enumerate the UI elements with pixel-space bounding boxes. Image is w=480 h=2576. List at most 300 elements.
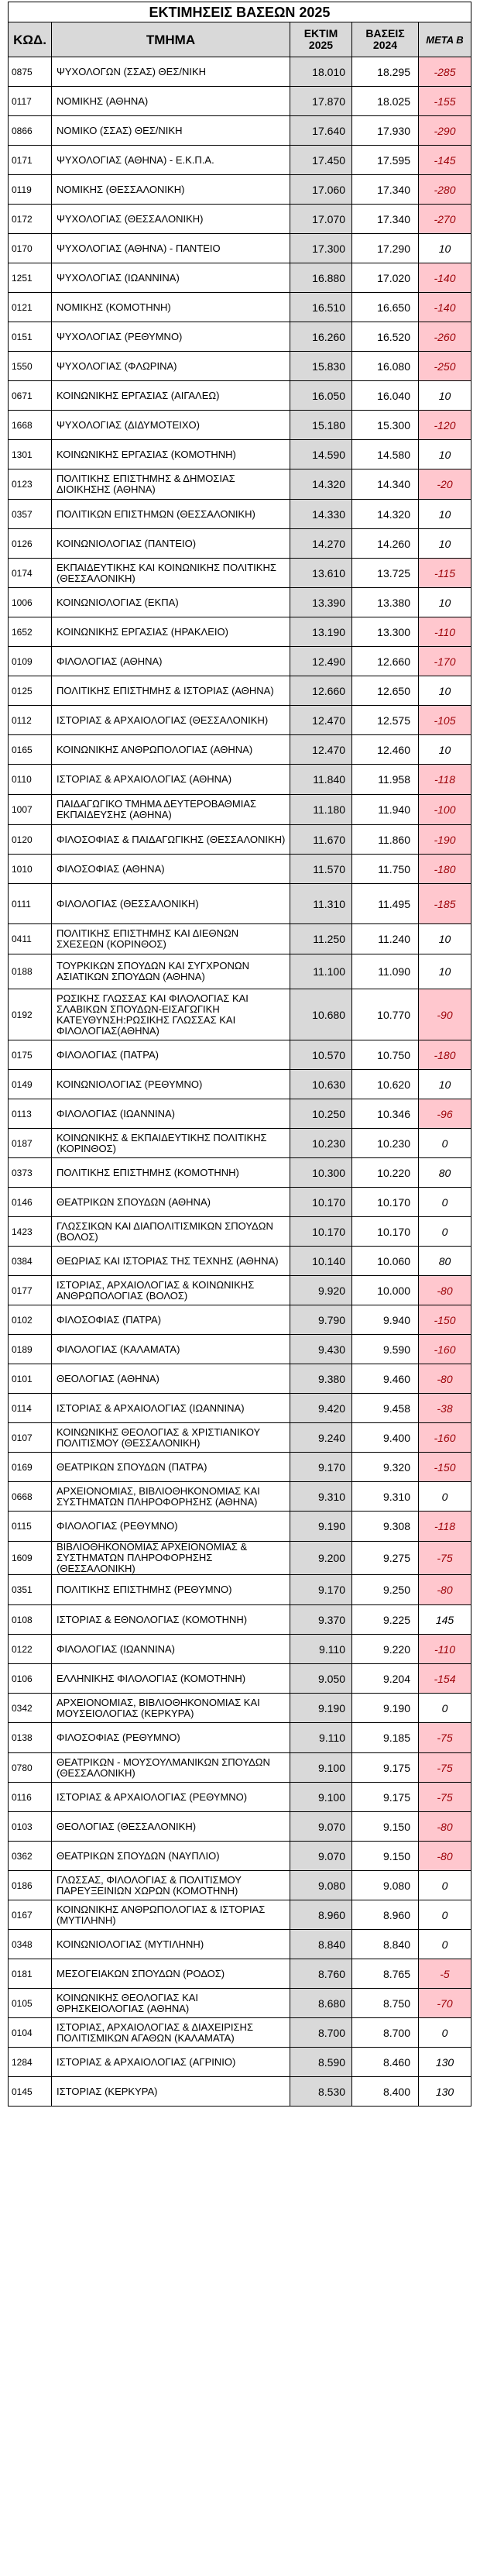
base-2024: 12.660 (352, 647, 419, 676)
table-row (9, 1542, 471, 1575)
base-change: -70 (419, 1989, 471, 2018)
department-name: ΙΣΤΟΡΙΑΣ & ΑΡΧΑΙΟΛΟΓΙΑΣ (ΡΕΘΥΜΝΟ) (52, 1783, 290, 1812)
table-row (9, 825, 471, 855)
estimate-2025: 11.840 (290, 765, 352, 795)
department-name: ΦΙΛΟΛΟΓΙΑΣ (ΠΑΤΡΑ) (52, 1040, 290, 1070)
base-2024: 11.958 (352, 765, 419, 795)
estimate-2025: 11.180 (290, 795, 352, 825)
estimate-2025: 9.430 (290, 1335, 352, 1364)
department-code: 0111 (9, 884, 52, 924)
department-code: 0181 (9, 1959, 52, 1989)
base-change: 130 (419, 2048, 471, 2077)
base-2024: 13.725 (352, 559, 419, 588)
table-row (9, 1930, 471, 1959)
estimate-2025: 10.570 (290, 1040, 352, 1070)
table-row (9, 1900, 471, 1930)
department-code: 0110 (9, 765, 52, 795)
base-2024: 10.230 (352, 1129, 419, 1158)
department-name: ΚΟΙΝΩΝΙΚΗΣ ΑΝΘΡΩΠΟΛΟΓΙΑΣ (ΑΘΗΝΑ) (52, 735, 290, 765)
estimate-2025: 13.390 (290, 588, 352, 617)
table-row (9, 1575, 471, 1605)
base-2024: 11.940 (352, 795, 419, 825)
department-name: ΡΩΣΙΚΗΣ ΓΛΩΣΣΑΣ ΚΑΙ ΦΙΛΟΛΟΓΙΑΣ ΚΑΙ ΣΛΑΒΙΚΩΝ ΣΠΟΥΔΩΝ-ΕΙΣΑΓΩΓΙΚΗ ΚΑΤΕΥΘΥΝΣΗ:ΡΩΣΙΚΗΣ ΓΛΩΣΣΑΣ ΚΑΙ ΦΙΛΟΛΟΓΙΑΣ(ΑΘΗΝΑ) (52, 989, 290, 1040)
base-change: -75 (419, 1723, 471, 1753)
base-2024: 16.040 (352, 381, 419, 411)
header-row (9, 22, 471, 57)
table-row (9, 2048, 471, 2077)
base-2024: 17.290 (352, 234, 419, 263)
base-2024: 9.458 (352, 1394, 419, 1423)
department-code: 0780 (9, 1753, 52, 1783)
base-change: 10 (419, 735, 471, 765)
estimate-2025: 10.250 (290, 1099, 352, 1129)
table-row (9, 855, 471, 884)
base-2024: 9.275 (352, 1542, 419, 1575)
base-change: -150 (419, 1453, 471, 1482)
table-row (9, 1959, 471, 1989)
department-code: 0119 (9, 175, 52, 205)
department-code: 0177 (9, 1276, 52, 1305)
department-code: 0108 (9, 1605, 52, 1635)
base-2024: 11.240 (352, 924, 419, 954)
department-name: ΑΡΧΕΙΟΝΟΜΙΑΣ, ΒΙΒΛΙΟΘΗΚΟΝΟΜΙΑΣ ΚΑΙ ΣΥΣΤΗΜΑΤΩΝ ΠΛΗΡΟΦΟΡΗΣΗΣ (ΑΘΗΝΑ) (52, 1482, 290, 1512)
department-name: ΦΙΛΟΣΟΦΙΑΣ (ΠΑΤΡΑ) (52, 1305, 290, 1335)
table-row (9, 1723, 471, 1753)
department-code: 0671 (9, 381, 52, 411)
estimate-2025: 13.610 (290, 559, 352, 588)
base-change: -38 (419, 1394, 471, 1423)
estimate-2025: 10.630 (290, 1070, 352, 1099)
table-row (9, 1482, 471, 1512)
estimate-2025: 8.760 (290, 1959, 352, 1989)
base-2024: 8.700 (352, 2018, 419, 2048)
base-change: -260 (419, 322, 471, 352)
estimate-2025: 8.530 (290, 2077, 352, 2107)
table-row (9, 1276, 471, 1305)
department-code: 0362 (9, 1842, 52, 1871)
table-row (9, 1664, 471, 1694)
department-code: 1550 (9, 352, 52, 381)
base-2024: 9.400 (352, 1423, 419, 1453)
base-change: -5 (419, 1959, 471, 1989)
estimate-2025: 10.170 (290, 1188, 352, 1217)
estimate-2025: 10.170 (290, 1217, 352, 1247)
department-name: ΘΕΑΤΡΙΚΩΝ - ΜΟΥΣΟΥΛΜΑΝΙΚΩΝ ΣΠΟΥΔΩΝ (ΘΕΣΣΑΛΟΝΙΚΗ) (52, 1753, 290, 1783)
base-2024: 8.750 (352, 1989, 419, 2018)
department-name: ΨΥΧΟΛΟΓΙΑΣ (ΑΘΗΝΑ) - Ε.Κ.Π.Α. (52, 146, 290, 175)
base-change: 10 (419, 500, 471, 529)
table-row (9, 263, 471, 293)
base-change: 10 (419, 234, 471, 263)
base-change: -80 (419, 1842, 471, 1871)
table-row (9, 87, 471, 116)
estimate-2025: 17.640 (290, 116, 352, 146)
base-change: -145 (419, 146, 471, 175)
estimate-2025: 16.260 (290, 322, 352, 352)
base-2024: 18.295 (352, 57, 419, 87)
estimate-2025: 17.870 (290, 87, 352, 116)
base-2024: 12.575 (352, 706, 419, 735)
department-name: ΚΟΙΝΩΝΙΟΛΟΓΙΑΣ (ΜΥΤΙΛΗΝΗ) (52, 1930, 290, 1959)
estimate-2025: 9.200 (290, 1542, 352, 1575)
base-change: -80 (419, 1364, 471, 1394)
base-2024: 9.204 (352, 1664, 419, 1694)
department-code: 1652 (9, 617, 52, 647)
estimate-2025: 11.100 (290, 954, 352, 989)
table-row (9, 1247, 471, 1276)
table-row (9, 1217, 471, 1247)
base-2024: 10.750 (352, 1040, 419, 1070)
base-2024: 9.150 (352, 1842, 419, 1871)
base-change: -75 (419, 1542, 471, 1575)
sheet-title: ΕΚΤΙΜΗΣΕΙΣ ΒΑΣΕΩΝ 2025 (9, 2, 471, 22)
table-row (9, 529, 471, 559)
department-code: 0105 (9, 1989, 52, 2018)
department-name: ΚΟΙΝΩΝΙΚΗΣ & ΕΚΠΑΙΔΕΥΤΙΚΗΣ ΠΟΛΙΤΙΚΗΣ (ΚΟΡΙΝΘΟΣ) (52, 1129, 290, 1158)
estimate-2025: 16.050 (290, 381, 352, 411)
department-code: 0151 (9, 322, 52, 352)
base-2024: 9.225 (352, 1605, 419, 1635)
base-change: -75 (419, 1783, 471, 1812)
base-2024: 16.520 (352, 322, 419, 352)
department-code: 0411 (9, 924, 52, 954)
department-code: 0171 (9, 146, 52, 175)
department-code: 0373 (9, 1158, 52, 1188)
estimate-2025: 9.240 (290, 1423, 352, 1453)
department-name: ΘΕΟΛΟΓΙΑΣ (ΘΕΣΣΑΛΟΝΙΚΗ) (52, 1812, 290, 1842)
estimate-2025: 8.960 (290, 1900, 352, 1930)
department-code: 0117 (9, 87, 52, 116)
estimate-2025: 9.050 (290, 1664, 352, 1694)
table-row (9, 205, 471, 234)
department-name: ΨΥΧΟΛΟΓΙΑΣ (ΑΘΗΝΑ) - ΠΑΝΤΕΙΟ (52, 234, 290, 263)
estimate-2025: 9.310 (290, 1482, 352, 1512)
table-row (9, 1394, 471, 1423)
base-2024: 9.308 (352, 1512, 419, 1542)
base-2024: 17.340 (352, 175, 419, 205)
estimate-2025: 9.190 (290, 1694, 352, 1723)
estimate-2025: 14.330 (290, 500, 352, 529)
base-change: 80 (419, 1158, 471, 1188)
department-name: ΝΟΜΙΚΗΣ (ΚΟΜΟΤΗΝΗ) (52, 293, 290, 322)
department-name: ΚΟΙΝΩΝΙΚΗΣ ΘΕΟΛΟΓΙΑΣ ΚΑΙ ΘΡΗΣΚΕΙΟΛΟΓΙΑΣ (ΑΘΗΝΑ) (52, 1989, 290, 2018)
base-change: -250 (419, 352, 471, 381)
base-change: 0 (419, 1871, 471, 1900)
table-row (9, 1129, 471, 1158)
table-row (9, 1871, 471, 1900)
table-row (9, 954, 471, 989)
department-name: ΑΡΧΕΙΟΝΟΜΙΑΣ, ΒΙΒΛΙΟΘΗΚΟΝΟΜΙΑΣ ΚΑΙ ΜΟΥΣΕΙΟΛΟΓΙΑΣ (ΚΕΡΚΥΡΑ) (52, 1694, 290, 1723)
department-code: 0186 (9, 1871, 52, 1900)
department-name: ΠΟΛΙΤΙΚΗΣ ΕΠΙΣΤΗΜΗΣ ΚΑΙ ΔΙΕΘΝΩΝ ΣΧΕΣΕΩΝ (ΚΟΡΙΝΘΟΣ) (52, 924, 290, 954)
base-2024: 11.860 (352, 825, 419, 855)
department-code: 0866 (9, 116, 52, 146)
base-2024: 11.495 (352, 884, 419, 924)
department-code: 0187 (9, 1129, 52, 1158)
base-2024: 17.930 (352, 116, 419, 146)
base-2024: 14.260 (352, 529, 419, 559)
table-row (9, 735, 471, 765)
department-code: 0109 (9, 647, 52, 676)
base-change: -190 (419, 825, 471, 855)
department-code: 1007 (9, 795, 52, 825)
table-row (9, 647, 471, 676)
estimate-2025: 8.840 (290, 1930, 352, 1959)
base-2024: 9.175 (352, 1783, 419, 1812)
department-name: ΓΛΩΣΣΙΚΩΝ ΚΑΙ ΔΙΑΠΟΛΙΤΙΣΜΙΚΩΝ ΣΠΟΥΔΩΝ (ΒΟΛΟΣ) (52, 1217, 290, 1247)
department-name: ΦΙΛΟΛΟΓΙΑΣ (ΘΕΣΣΑΛΟΝΙΚΗ) (52, 884, 290, 924)
estimate-2025: 14.320 (290, 469, 352, 500)
table-row (9, 1842, 471, 1871)
base-change: -100 (419, 795, 471, 825)
base-change: 10 (419, 954, 471, 989)
base-change: 0 (419, 1482, 471, 1512)
table-row (9, 1188, 471, 1217)
department-name: ΦΙΛΟΛΟΓΙΑΣ (ΙΩΑΝΝΙΝΑ) (52, 1099, 290, 1129)
estimate-2025: 9.420 (290, 1394, 352, 1423)
department-name: ΦΙΛΟΣΟΦΙΑΣ (ΑΘΗΝΑ) (52, 855, 290, 884)
department-code: 0357 (9, 500, 52, 529)
base-change: -270 (419, 205, 471, 234)
department-code: 0103 (9, 1812, 52, 1842)
department-name: ΠΟΛΙΤΙΚΗΣ ΕΠΙΣΤΗΜΗΣ & ΔΗΜΟΣΙΑΣ ΔΙΟΙΚΗΣΗΣ (ΑΘΗΝΑ) (52, 469, 290, 500)
department-code: 0122 (9, 1635, 52, 1664)
department-code: 0189 (9, 1335, 52, 1364)
estimate-2025: 9.790 (290, 1305, 352, 1335)
base-change: 130 (419, 2077, 471, 2107)
estimate-2025: 9.100 (290, 1753, 352, 1783)
table-row (9, 2018, 471, 2048)
col-header-code: ΚΩΔ. (9, 22, 52, 57)
department-code: 0112 (9, 706, 52, 735)
department-name: ΙΣΤΟΡΙΑΣ & ΑΡΧΑΙΟΛΟΓΙΑΣ (ΘΕΣΣΑΛΟΝΙΚΗ) (52, 706, 290, 735)
department-name: ΕΛΛΗΝΙΚΗΣ ΦΙΛΟΛΟΓΙΑΣ (ΚΟΜΟΤΗΝΗ) (52, 1664, 290, 1694)
department-name: ΦΙΛΟΛΟΓΙΑΣ (ΚΑΛΑΜΑΤΑ) (52, 1335, 290, 1364)
estimate-2025: 11.250 (290, 924, 352, 954)
base-change: 145 (419, 1605, 471, 1635)
base-change: -140 (419, 293, 471, 322)
department-name: ΙΣΤΟΡΙΑΣ & ΕΘΝΟΛΟΓΙΑΣ (ΚΟΜΟΤΗΝΗ) (52, 1605, 290, 1635)
table-row (9, 57, 471, 87)
department-name: ΘΕΑΤΡΙΚΩΝ ΣΠΟΥΔΩΝ (ΠΑΤΡΑ) (52, 1453, 290, 1482)
base-change: 10 (419, 1070, 471, 1099)
department-code: 0149 (9, 1070, 52, 1099)
department-name: ΚΟΙΝΩΝΙΟΛΟΓΙΑΣ (ΕΚΠΑ) (52, 588, 290, 617)
base-change: -185 (419, 884, 471, 924)
base-2024: 9.940 (352, 1305, 419, 1335)
department-code: 0384 (9, 1247, 52, 1276)
base-2024: 13.300 (352, 617, 419, 647)
estimate-2025: 8.700 (290, 2018, 352, 2048)
department-name: ΙΣΤΟΡΙΑΣ & ΑΡΧΑΙΟΛΟΓΙΑΣ (ΑΘΗΝΑ) (52, 765, 290, 795)
department-code: 1668 (9, 411, 52, 440)
table-row (9, 1070, 471, 1099)
department-name: ΙΣΤΟΡΙΑΣ & ΑΡΧΑΙΟΛΟΓΙΑΣ (ΙΩΑΝΝΙΝΑ) (52, 1394, 290, 1423)
estimate-2025: 14.590 (290, 440, 352, 469)
department-name: ΦΙΛΟΛΟΓΙΑΣ (ΙΩΑΝΝΙΝΑ) (52, 1635, 290, 1664)
table-row (9, 1783, 471, 1812)
department-code: 0192 (9, 989, 52, 1040)
table-row (9, 795, 471, 825)
table-row (9, 1635, 471, 1664)
base-change: -160 (419, 1423, 471, 1453)
estimate-2025: 16.510 (290, 293, 352, 322)
base-2024: 10.770 (352, 989, 419, 1040)
estimate-2025: 15.830 (290, 352, 352, 381)
department-code: 1423 (9, 1217, 52, 1247)
col-header-department: ΤΜΗΜΑ (52, 22, 290, 57)
department-code: 0145 (9, 2077, 52, 2107)
base-change: -96 (419, 1099, 471, 1129)
base-2024: 9.310 (352, 1482, 419, 1512)
base-2024: 8.840 (352, 1930, 419, 1959)
department-code: 0172 (9, 205, 52, 234)
department-name: ΚΟΙΝΩΝΙΚΗΣ ΕΡΓΑΣΙΑΣ (ΑΙΓΑΛΕΩ) (52, 381, 290, 411)
base-2024: 10.346 (352, 1099, 419, 1129)
estimate-2025: 9.080 (290, 1871, 352, 1900)
estimate-2025: 13.190 (290, 617, 352, 647)
table-row (9, 2077, 471, 2107)
base-change: -280 (419, 175, 471, 205)
table-row (9, 884, 471, 924)
base-2024: 8.400 (352, 2077, 419, 2107)
department-name: ΚΟΙΝΩΝΙΚΗΣ ΕΡΓΑΣΙΑΣ (ΚΟΜΟΤΗΝΗ) (52, 440, 290, 469)
department-name: ΚΟΙΝΩΝΙΟΛΟΓΙΑΣ (ΡΕΘΥΜΝΟ) (52, 1070, 290, 1099)
estimate-2025: 15.180 (290, 411, 352, 440)
base-2024: 9.150 (352, 1812, 419, 1842)
base-2024: 9.320 (352, 1453, 419, 1482)
base-2024: 16.080 (352, 352, 419, 381)
base-change: 10 (419, 381, 471, 411)
table-row (9, 411, 471, 440)
department-code: 1609 (9, 1542, 52, 1575)
base-change: 80 (419, 1247, 471, 1276)
col-header-change: ΜΕΤΑ Β (419, 22, 471, 57)
base-change: 0 (419, 2018, 471, 2048)
base-2024: 9.590 (352, 1335, 419, 1364)
base-change: 10 (419, 924, 471, 954)
estimate-2025: 9.110 (290, 1635, 352, 1664)
department-name: ΘΕΑΤΡΙΚΩΝ ΣΠΟΥΔΩΝ (ΝΑΥΠΛΙΟ) (52, 1842, 290, 1871)
base-change: 10 (419, 588, 471, 617)
base-change: -20 (419, 469, 471, 500)
base-2024: 9.175 (352, 1753, 419, 1783)
base-2024: 14.320 (352, 500, 419, 529)
table-row (9, 116, 471, 146)
base-2024: 15.300 (352, 411, 419, 440)
base-2024: 11.750 (352, 855, 419, 884)
department-code: 0121 (9, 293, 52, 322)
estimate-2025: 8.590 (290, 2048, 352, 2077)
table-row (9, 1335, 471, 1364)
table-row (9, 1812, 471, 1842)
base-2024: 8.765 (352, 1959, 419, 1989)
base-change: -80 (419, 1575, 471, 1605)
department-name: ΙΣΤΟΡΙΑΣ, ΑΡΧΑΙΟΛΟΓΙΑΣ & ΔΙΑΧΕΙΡΙΣΗΣ ΠΟΛΙΤΙΣΜΙΚΩΝ ΑΓΑΘΩΝ (ΚΑΛΑΜΑΤΑ) (52, 2018, 290, 2048)
base-2024: 14.580 (352, 440, 419, 469)
department-name: ΚΟΙΝΩΝΙΚΗΣ ΑΝΘΡΩΠΟΛΟΓΙΑΣ & ΙΣΤΟΡΙΑΣ (ΜΥΤΙΛΗΝΗ) (52, 1900, 290, 1930)
col-header-base-2024: ΒΑΣΕΙΣ 2024 (352, 22, 419, 57)
table-row (9, 559, 471, 588)
estimate-2025: 12.470 (290, 735, 352, 765)
base-change: -75 (419, 1753, 471, 1783)
estimates-sheet (8, 2, 471, 2107)
estimates-table (8, 2, 471, 2107)
department-code: 0875 (9, 57, 52, 87)
base-change: -150 (419, 1305, 471, 1335)
base-change: -140 (419, 263, 471, 293)
base-change: 0 (419, 1694, 471, 1723)
department-code: 0113 (9, 1099, 52, 1129)
department-code: 0126 (9, 529, 52, 559)
table-row (9, 352, 471, 381)
table-row (9, 469, 471, 500)
department-name: ΚΟΙΝΩΝΙΟΛΟΓΙΑΣ (ΠΑΝΤΕΙΟ) (52, 529, 290, 559)
col-header-estimate-2025: ΕΚΤΙΜ 2025 (290, 22, 352, 57)
table-row (9, 322, 471, 352)
base-2024: 12.650 (352, 676, 419, 706)
base-2024: 10.060 (352, 1247, 419, 1276)
department-code: 0123 (9, 469, 52, 500)
department-code: 0146 (9, 1188, 52, 1217)
department-code: 0104 (9, 2018, 52, 2048)
base-change: -90 (419, 989, 471, 1040)
base-2024: 8.960 (352, 1900, 419, 1930)
table-row (9, 234, 471, 263)
base-change: -80 (419, 1276, 471, 1305)
department-code: 0114 (9, 1394, 52, 1423)
department-name: ΤΟΥΡΚΙΚΩΝ ΣΠΟΥΔΩΝ ΚΑΙ ΣΥΓΧΡΟΝΩΝ ΑΣΙΑΤΙΚΩΝ ΣΠΟΥΔΩΝ (ΑΘΗΝΑ) (52, 954, 290, 989)
estimate-2025: 9.370 (290, 1605, 352, 1635)
department-name: ΓΛΩΣΣΑΣ, ΦΙΛΟΛΟΓΙΑΣ & ΠΟΛΙΤΙΣΜΟΥ ΠΑΡΕΥΞΕΙΝΙΩΝ ΧΩΡΩΝ (ΚΟΜΟΤΗΝΗ) (52, 1871, 290, 1900)
base-2024: 18.025 (352, 87, 419, 116)
table-row (9, 1989, 471, 2018)
base-2024: 10.000 (352, 1276, 419, 1305)
base-change: -180 (419, 855, 471, 884)
department-code: 1251 (9, 263, 52, 293)
base-change: 10 (419, 440, 471, 469)
base-change: 0 (419, 1930, 471, 1959)
base-2024: 10.220 (352, 1158, 419, 1188)
table-row (9, 1305, 471, 1335)
table-row (9, 706, 471, 735)
department-code: 0342 (9, 1694, 52, 1723)
department-code: 0102 (9, 1305, 52, 1335)
base-2024: 9.185 (352, 1723, 419, 1753)
department-name: ΠΟΛΙΤΙΚΗΣ ΕΠΙΣΤΗΜΗΣ (ΚΟΜΟΤΗΝΗ) (52, 1158, 290, 1188)
base-2024: 17.340 (352, 205, 419, 234)
department-code: 0120 (9, 825, 52, 855)
table-row (9, 1753, 471, 1783)
table-row (9, 146, 471, 175)
department-code: 0170 (9, 234, 52, 263)
estimate-2025: 16.880 (290, 263, 352, 293)
department-name: ΝΟΜΙΚΗΣ (ΘΕΣΣΑΛΟΝΙΚΗ) (52, 175, 290, 205)
base-change: -155 (419, 87, 471, 116)
base-2024: 10.170 (352, 1217, 419, 1247)
estimate-2025: 12.660 (290, 676, 352, 706)
base-change: -290 (419, 116, 471, 146)
department-name: ΚΟΙΝΩΝΙΚΗΣ ΘΕΟΛΟΓΙΑΣ & ΧΡΙΣΤΙΑΝΙΚΟΥ ΠΟΛΙΤΙΣΜΟΥ (ΘΕΣΣΑΛΟΝΙΚΗ) (52, 1423, 290, 1453)
department-name: ΕΚΠΑΙΔΕΥΤΙΚΗΣ ΚΑΙ ΚΟΙΝΩΝΙΚΗΣ ΠΟΛΙΤΙΚΗΣ (ΘΕΣΣΑΛΟΝΙΚΗ) (52, 559, 290, 588)
table-row (9, 1040, 471, 1070)
base-2024: 10.620 (352, 1070, 419, 1099)
base-2024: 8.460 (352, 2048, 419, 2077)
base-2024: 9.190 (352, 1694, 419, 1723)
estimate-2025: 9.920 (290, 1276, 352, 1305)
department-name: ΨΥΧΟΛΟΓΙΑΣ (ΔΙΔΥΜΟΤΕΙΧΟ) (52, 411, 290, 440)
table-row (9, 1423, 471, 1453)
